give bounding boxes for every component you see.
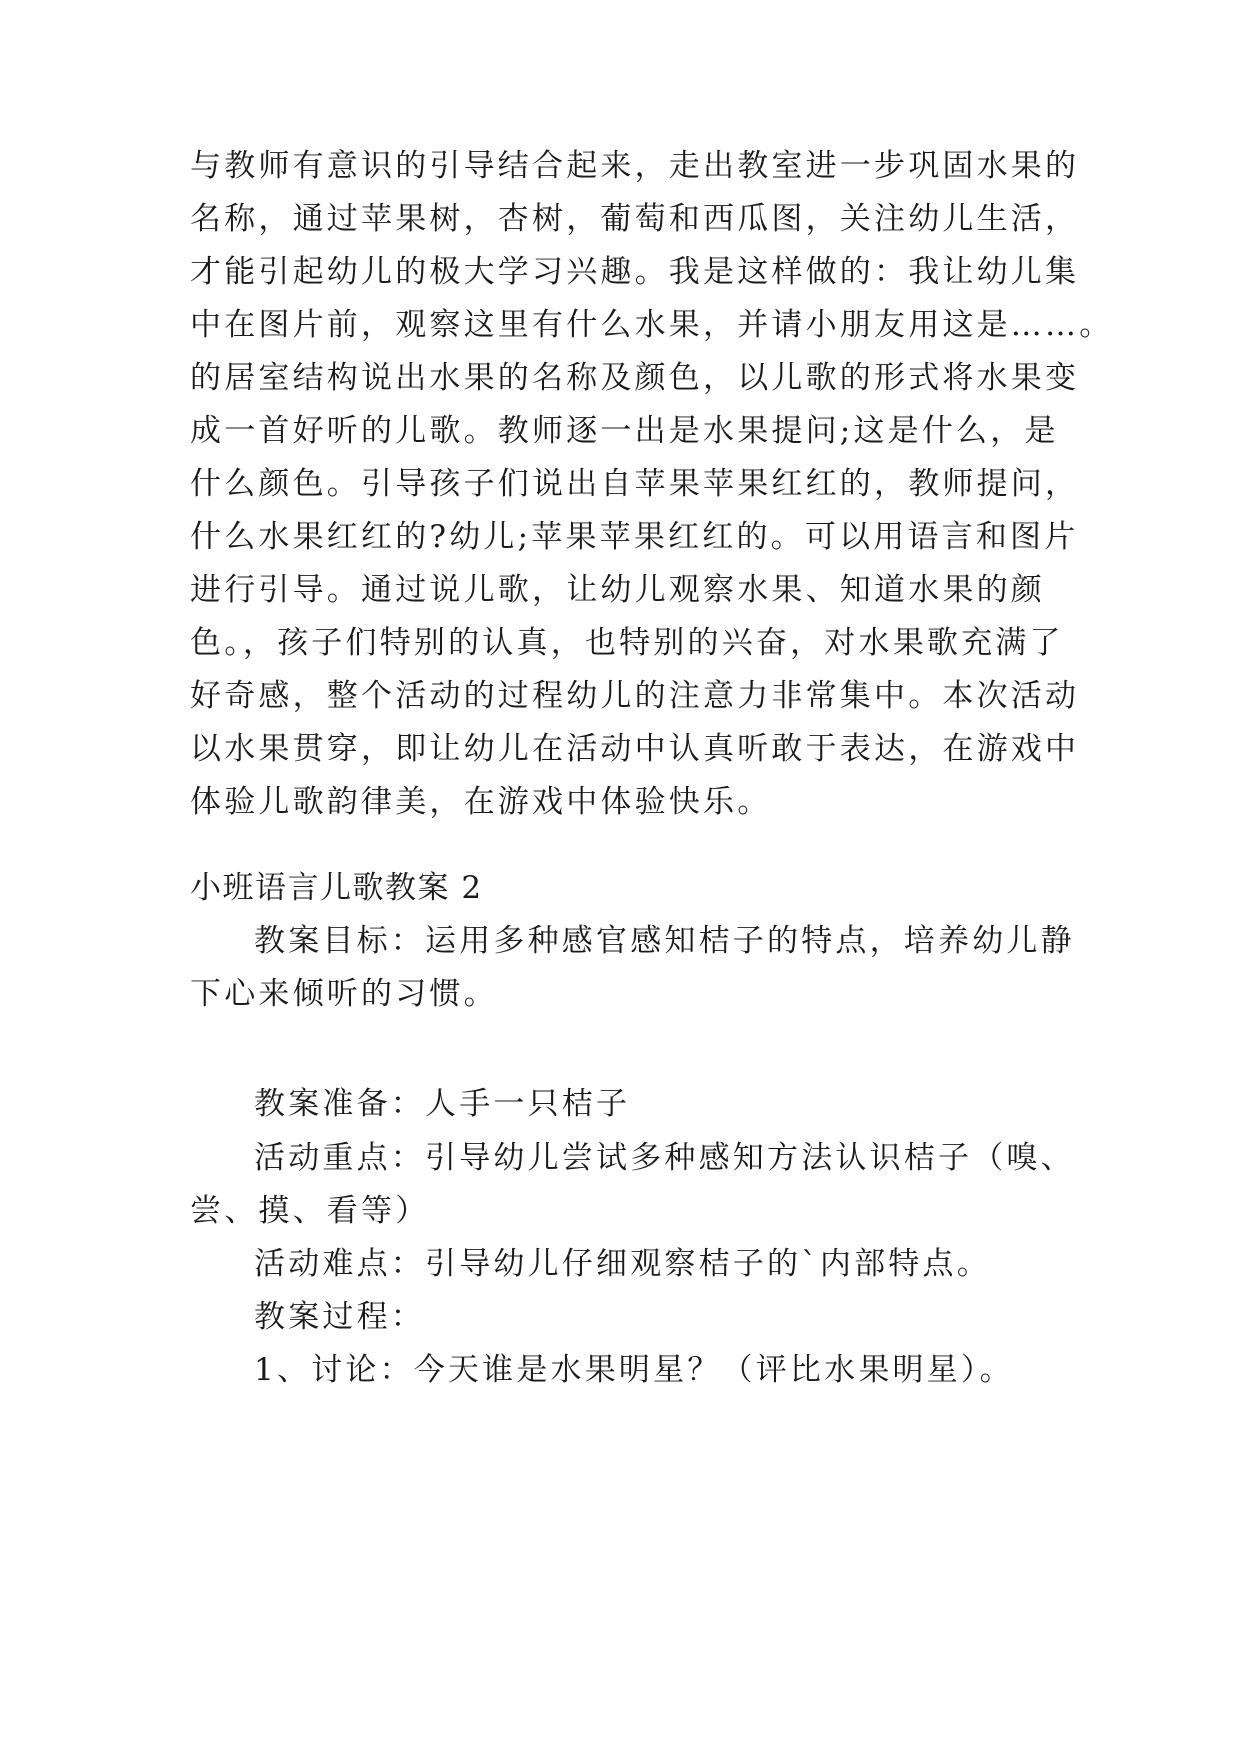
paragraph-line: 进行引导。通过说儿歌，让幼儿观察水果、知道水果的颜 <box>190 572 1045 608</box>
difficulty-line: 活动难点：引导幼儿仔细观察桔子的`内部特点。 <box>254 1246 991 1282</box>
key-point-line: 尝、摸、看等） <box>190 1193 430 1229</box>
section-title: 小班语言儿歌教案 2 <box>190 870 483 906</box>
step-1-line: 1、讨论：今天谁是水果明星？（评比水果明星）。 <box>254 1352 1014 1388</box>
objective-line: 教案目标：运用多种感官感知桔子的特点，培养幼儿静 <box>254 923 1075 959</box>
paragraph-line: 中在图片前，观察这里有什么水果，并请小朋友用这是……。 <box>190 307 1114 343</box>
paragraph-line: 以水果贯穿，即让幼儿在活动中认真听敢于表达，在游戏中 <box>190 731 1080 767</box>
key-point-line: 活动重点：引导幼儿尝试多种感知方法认识桔子（嗅、 <box>254 1140 1075 1176</box>
paragraph-line: 体验儿歌韵律美，在游戏中体验快乐。 <box>190 784 772 820</box>
paragraph-line: 好奇感，整个活动的过程幼儿的注意力非常集中。本次活动 <box>190 678 1080 714</box>
paragraph-line: 色。，孩子们特别的认真，也特别的兴奋，对水果歌充满了 <box>190 625 1064 661</box>
paragraph-line: 成一首好听的儿歌。教师逐一出是水果提问;这是什么，是 <box>190 413 1059 449</box>
paragraph-line: 什么水果红红的?幼儿;苹果苹果红红的。可以用语言和图片 <box>190 519 1079 555</box>
paragraph-line: 名称，通过苹果树，杏树，葡萄和西瓜图，关注幼儿生活， <box>190 201 1080 237</box>
paragraph-line: 与教师有意识的引导结合起来，走出教室进一步巩固水果的 <box>190 148 1080 184</box>
paragraph-line: 才能引起幼儿的极大学习兴趣。我是这样做的：我让幼儿集 <box>190 254 1080 290</box>
paragraph-line: 的居室结构说出水果的名称及颜色，以儿歌的形式将水果变 <box>190 360 1080 396</box>
process-title: 教案过程： <box>254 1299 425 1335</box>
preparation-line: 教案准备：人手一只桔子 <box>254 1086 631 1122</box>
paragraph-line: 什么颜色。引导孩子们说出自苹果苹果红红的，教师提问， <box>190 466 1080 502</box>
objective-line: 下心来倾听的习惯。 <box>190 976 498 1012</box>
